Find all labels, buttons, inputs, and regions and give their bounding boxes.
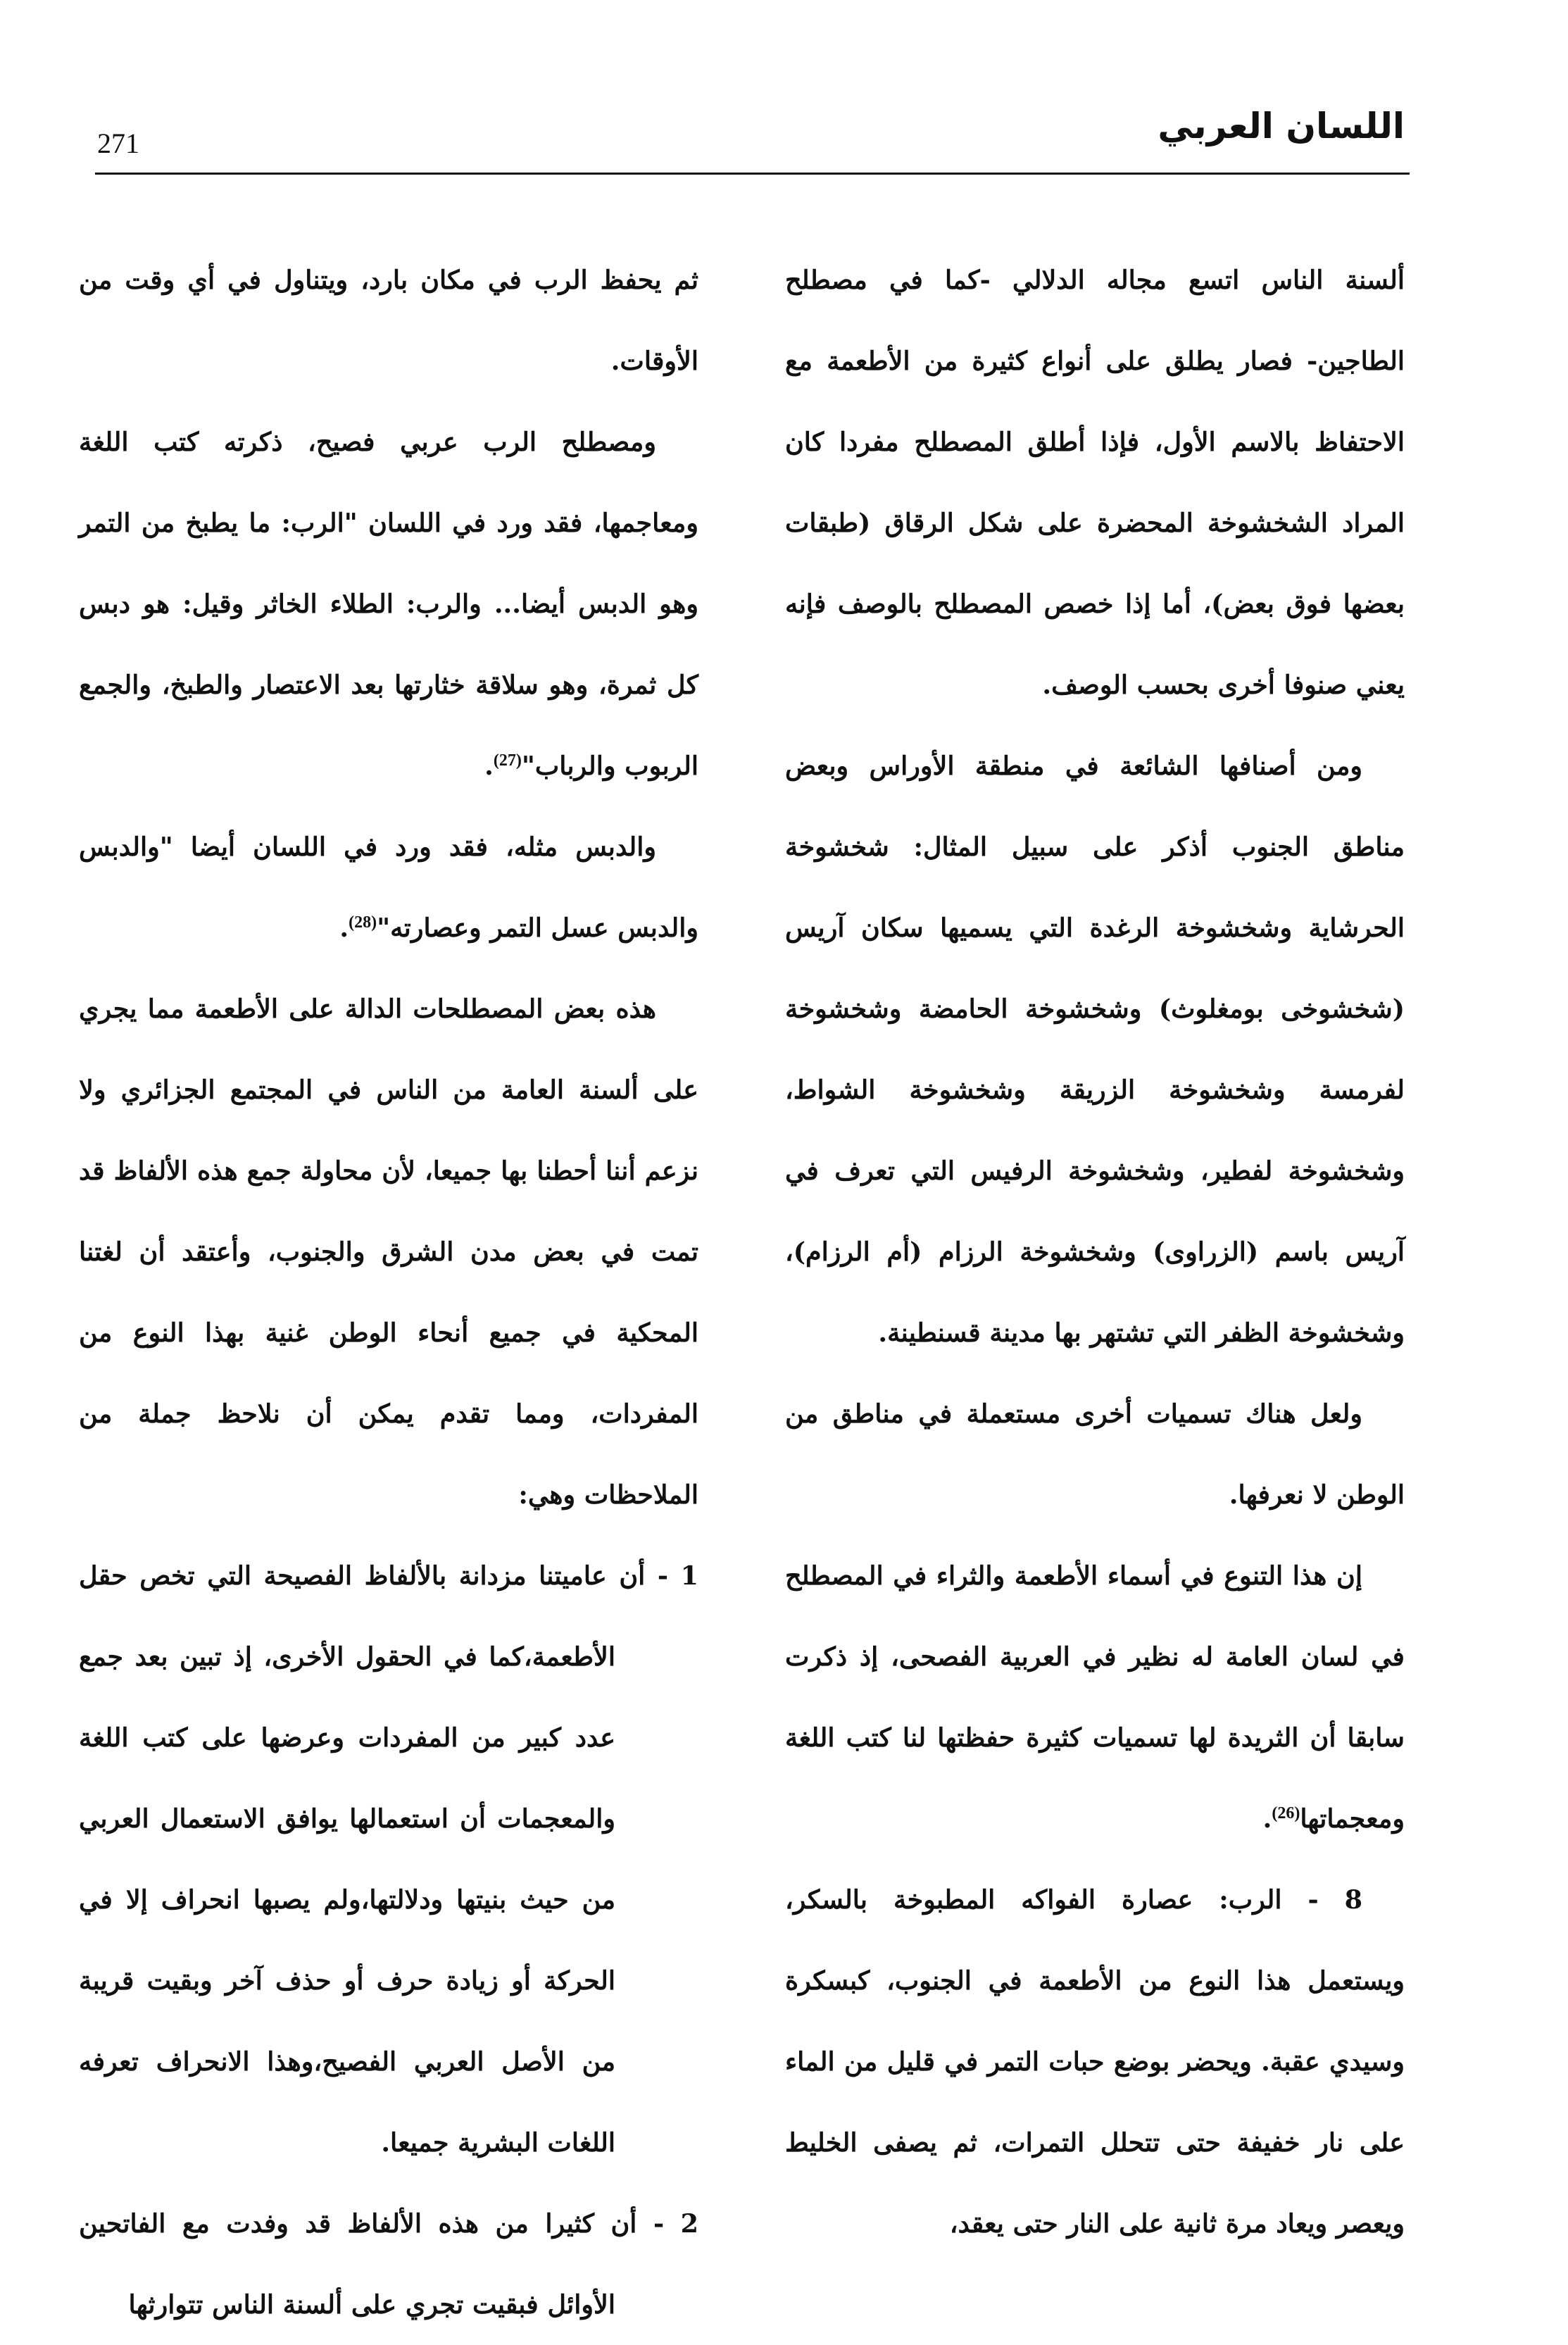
right-paragraph-5: 8 - الرب: عصارة الفواكه المطبوخة بالسكر، ويستعمل هذا النوع من الأطعمة في الجنوب، كبسكرة وسيدي عقبة. ويحضر بوضع حبات التمر في قليل من الماء على نار خفيفة حتى تتحلل التمرات، ثم يصفى الخليط ويعصر ويعاد مرة ثانية على النار حتى يعقد،	[785, 1884, 1405, 2239]
list-item-2: 2 - أن كثيرا من هذه الألفاظ قد وفدت مع الفاتحين الأوائل فبقيت تجري على ألسنة الناس تتوارثها	[79, 2208, 698, 2320]
left-paragraph-3	[79, 806, 698, 968]
header-rule	[95, 173, 1410, 175]
right-paragraph-4-end: .	[1262, 1803, 1272, 1834]
right-paragraph-4-text: إن هذا التنوع في أسماء الأطعمة والثراء في المصطلح في لسان العامة له نظير في العربية الفصحى، إذ ذكرت سابقا أن الثريدة لها تسميات كثيرة حفظتها لنا كتب اللغة ومعجماتها	[785, 1561, 1405, 1834]
left-paragraph-2-text: ومصطلح الرب عربي فصيح، ذكرته كتب اللغة ومعاجمها، فقد ورد في اللسان "الرب: ما يطبخ من التمر وهو الدبس أيضا... والرب: الطلاء الخاثر وقيل: هو دبس كل ثمرة، وهو سلاقة خثارتها بعد الاعتصار والطبخ، والجمع الربوب والرباب"	[79, 427, 698, 781]
left-paragraph-3-end: .	[339, 913, 349, 943]
footnote-ref-28: (28)	[349, 913, 377, 932]
left-column	[79, 239, 698, 2345]
right-paragraph-2: ومن أصنافها الشائعة في منطقة الأوراس وبعض مناطق الجنوب أذكر على سبيل المثال: شخشوخة الحرشاية وشخشوخة الرغدة التي يسميها سكان آريس (شخشوخى بومغلوث) وشخشوخة الحامضة وشخشوخة لفرمسة وشخشوخة الزريقة وشخشوخة الشواط، وشخشوخة لفطير، وشخشوخة الرفيس التي تعرف في آريس باسم (الزراوى) وشخشوخة الرزام (أم الرزام)، وشخشوخة الظفر التي تشتهر بها مدينة قسنطينة.	[785, 751, 1405, 1348]
page-number: 271	[97, 127, 139, 159]
right-paragraph-4	[785, 1535, 1405, 1859]
right-column	[785, 239, 1405, 2264]
left-paragraph-3-text: والدبس مثله، فقد ورد في اللسان أيضا "والدبس والدبس عسل التمر وعصارته"	[79, 832, 698, 943]
right-paragraph-3: ولعل هناك تسميات أخرى مستعملة في مناطق من الوطن لا نعرفها.	[785, 1399, 1405, 1510]
right-paragraph-1: ألسنة الناس اتسع مجاله الدلالي -كما في مصطلح الطاجين- فصار يطلق على أنواع كثيرة من الأطعمة مع الاحتفاظ بالاسم الأول، فإذا أطلق المصطلح مفردا كان المراد الشخشوخة المحضرة على شكل الرقاق (طبقات بعضها فوق بعض)، أما إذا خصص المصطلح بالوصف فإنه يعني صنوفا أخرى بحسب الوصف.	[785, 265, 1405, 700]
left-paragraph-4: هذه بعض المصطلحات الدالة على الأطعمة مما يجري على ألسنة العامة من الناس في المجتمع الجزائري ولا نزعم أننا أحطنا بها جميعا، لأن محاولة جمع هذه الألفاظ قد تمت في بعض مدن الشرق والجنوب، وأعتقد أن لغتنا المحكية في جميع أنحاء الوطن غنية بهذا النوع من المفردات، ومما تقدم يمكن أن نلاحظ جملة من الملاحظات وهي:	[79, 994, 698, 1510]
left-paragraph-2	[79, 401, 698, 806]
left-paragraph-1: ثم يحفظ الرب في مكان بارد، ويتناول في أي وقت من الأوقات.	[79, 265, 698, 376]
footnote-ref-26: (26)	[1272, 1803, 1300, 1822]
list-item-1: 1 - أن عاميتنا مزدانة بالألفاظ الفصيحة التي تخص حقل الأطعمة،كما في الحقول الأخرى، إذ تبين بعد جمع عدد كبير من المفردات وعرضها على كتب اللغة والمعجمات أن استعمالها يوافق الاستعمال العربي من حيث بنيتها ودلالتها،ولم يصبها انحراف إلا في الحركة أو زيادة حرف أو حذف آخر وبقيت قريبة من الأصل العربي الفصيح،وهذا الانحراف تعرفه اللغات البشرية جميعا.	[79, 1561, 698, 2158]
journal-title: اللسان العربي	[1158, 106, 1405, 146]
left-paragraph-2-end: .	[484, 751, 494, 781]
footnote-ref-27: (27)	[493, 751, 522, 770]
